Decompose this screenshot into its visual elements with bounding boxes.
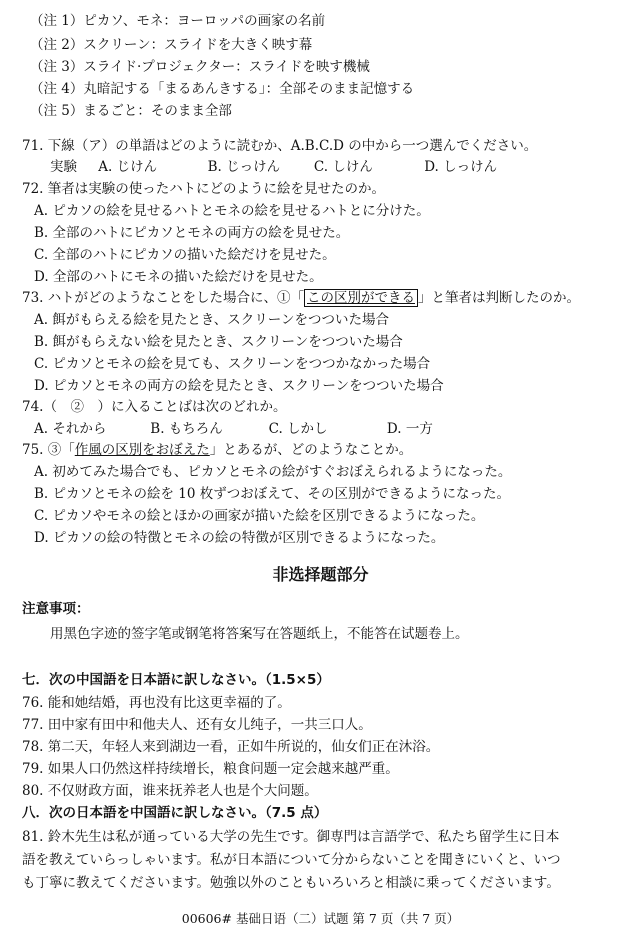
part7-heading: 七．次の中国語を日本語に訳しなさい。（1.5×5） — [22, 672, 330, 688]
part7-item-78: 78. 第二天，年轻人来到湖边一看，正如牛所说的，仙女们正在沐浴。 — [22, 739, 440, 755]
q75-stem-post: 」とあるが、どのようなことか。 — [209, 442, 413, 458]
q71-option-d: D. しっけん — [424, 159, 498, 175]
part8-heading: 八．次の日本語を中国語に訳しなさい。（7.5 点） — [22, 805, 328, 821]
q72-option-d: D. 全部のハトにモネの描いた絵だけを見せた。 — [34, 269, 323, 285]
q71-option-c: C. しけん — [313, 159, 373, 175]
q74-option-b: B. もちろん — [150, 421, 223, 437]
q74-option-a: A. それから — [34, 421, 107, 437]
q75-option-a: A. 初めてみた場合でも、ピカソとモネの絵がすぐおぼえられるようになった。 — [34, 464, 512, 480]
q73-option-d: D. ピカソとモネの両方の絵を見たとき、スクリーンをつついた場合 — [34, 378, 444, 394]
note-3: （注 3）スライド·プロジェクター：スライドを映す機械 — [30, 59, 370, 75]
q74-options — [34, 420, 433, 438]
q71-options — [50, 158, 497, 176]
part7-item-79: 79. 如果人口仍然这样持续增长，粮食问题一定会越来越严重。 — [22, 761, 399, 777]
q73-option-b: B. 餌がもらえない絵を見たとき、スクリーンをつついた場合 — [34, 334, 403, 350]
q73-option-a: A. 餌がもらえる絵を見たとき、スクリーンをつついた場合 — [34, 312, 390, 328]
q74-option-d: D. 一方 — [386, 421, 433, 437]
part7-item-77: 77. 田中家有田中和他夫人、还有女儿纯子，一共三口人。 — [22, 717, 372, 733]
q75-option-c: C. ピカソやモネの絵とほかの画家が描いた絵を区別できるようになった。 — [34, 508, 485, 524]
note-2: （注 2）スクリーン：スライドを大きく映す幕 — [30, 37, 313, 53]
q73-stem-pre: 73. ハトがどのようなことをした場合に、①「 — [22, 290, 304, 306]
q72-option-c: C. 全部のハトにピカソの描いた絵だけを見せた。 — [34, 247, 336, 263]
part7-item-76: 76. 能和她结婚，再也没有比这更幸福的了。 — [22, 695, 291, 711]
q72-stem: 72. 筆者は実験の使ったハトにどのように絵を見せたのか。 — [22, 181, 385, 197]
q71-word: 実験 — [50, 159, 77, 175]
page-footer: 00606# 基础日语（二）试题 第 7 页（共 7 页） — [181, 911, 460, 926]
q71-stem: 71. 下線（ア）の単語はどのように読むか、A.B.C.D の中から一つ選んでください。 — [22, 138, 538, 154]
section-title: 非选择题部分 — [272, 565, 369, 584]
part8-line-2: 語を教えていらっしゃいます。私が日本語について分からないことを聞きにいくと、いつ — [22, 852, 561, 868]
q74-option-c: C. しかし — [268, 421, 328, 437]
note-4: （注 4）丸暗記する「まるあんきする」：全部そのまま記憶する — [30, 81, 415, 97]
q71-option-b: B. じっけん — [207, 159, 281, 175]
notice-label: 注意事项： — [22, 601, 90, 617]
q73-stem-post: 」と筆者は判断したのか。 — [418, 290, 580, 306]
q72-option-a: A. ピカソの絵を見せるハトとモネの絵を見せるハトとに分けた。 — [34, 203, 430, 219]
q75-stem-pre: 75. ③「 — [22, 442, 75, 458]
q73-quote: この区別ができる — [304, 289, 418, 307]
q75-stem — [22, 441, 412, 459]
q71-option-a: A. じけん — [98, 159, 158, 175]
note-1: （注 1）ピカソ、モネ：ヨーロッパの画家の名前 — [30, 13, 326, 29]
q75-quote: 作風の区別をおぼえた — [74, 442, 210, 458]
q72-option-b: B. 全部のハトにピカソとモネの両方の絵を見せた。 — [34, 225, 350, 241]
q73-option-c: C. ピカソとモネの絵を見ても、スクリーンをつつかなかった場合 — [34, 356, 431, 372]
q74-stem: 74.（ ② ）に入ることばは次のどれか。 — [22, 399, 287, 415]
note-5: （注 5）まるごと：そのまま全部 — [30, 103, 232, 119]
part7-item-80: 80. 不仅财政方面，谁来抚养老人也是个大问题。 — [22, 783, 318, 799]
notice-text: 用黑色字迹的签字笔或钢笔将答案写在答题纸上，不能答在试题卷上。 — [50, 626, 469, 642]
part8-line-3: も丁寧に教えてくださいます。勉強以外のこともいろいろと相談に乗ってくださいます。 — [22, 875, 560, 891]
q75-option-b: B. ピカソとモネの絵を 10 枚ずつおぼえて、その区別ができるようになった。 — [34, 486, 510, 502]
part8-line-1: 81. 鈴木先生は私が通っている大学の先生です。御専門は言語学で、私たち留学生に日本 — [22, 829, 560, 845]
q75-option-d: D. ピカソの絵の特徴とモネの絵の特徴が区別できるようになった。 — [34, 530, 445, 546]
q73-stem — [22, 289, 580, 307]
